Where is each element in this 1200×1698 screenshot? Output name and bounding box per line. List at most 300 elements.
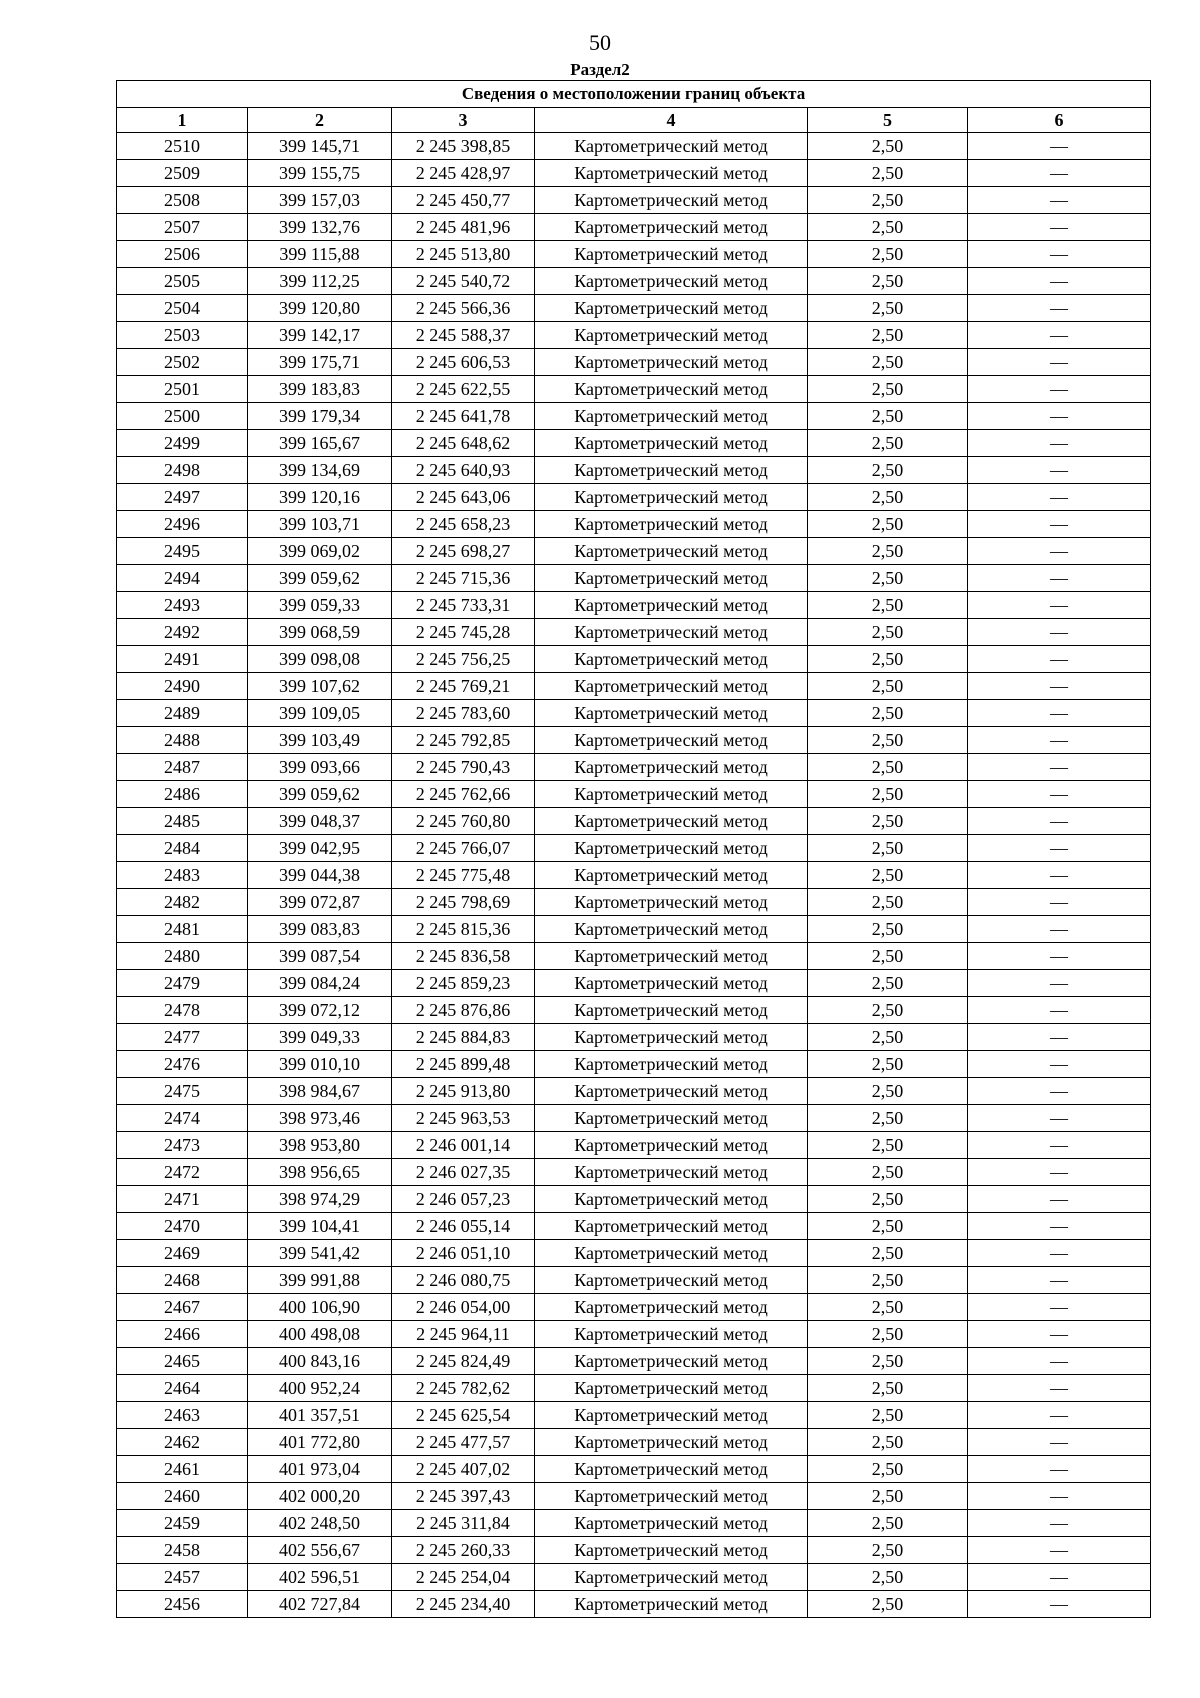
accuracy-cell: 2,50 bbox=[808, 538, 968, 565]
y-coordinate-cell: 2 246 057,23 bbox=[392, 1186, 535, 1213]
y-coordinate-cell: 2 246 051,10 bbox=[392, 1240, 535, 1267]
method-cell: Картометрический метод bbox=[535, 349, 808, 376]
note-cell: — bbox=[968, 1537, 1151, 1564]
x-coordinate-cell: 399 059,62 bbox=[248, 781, 392, 808]
point-number-cell: 2472 bbox=[117, 1159, 248, 1186]
accuracy-cell: 2,50 bbox=[808, 1051, 968, 1078]
y-coordinate-cell: 2 245 477,57 bbox=[392, 1429, 535, 1456]
x-coordinate-cell: 399 991,88 bbox=[248, 1267, 392, 1294]
column-number: 2 bbox=[248, 108, 392, 133]
method-cell: Картометрический метод bbox=[535, 430, 808, 457]
method-cell: Картометрический метод bbox=[535, 214, 808, 241]
method-cell: Картометрический метод bbox=[535, 322, 808, 349]
table-row bbox=[117, 1591, 1151, 1618]
table-row bbox=[117, 241, 1151, 268]
accuracy-cell: 2,50 bbox=[808, 1456, 968, 1483]
method-cell: Картометрический метод bbox=[535, 1132, 808, 1159]
note-cell: — bbox=[968, 1375, 1151, 1402]
point-number-cell: 2458 bbox=[117, 1537, 248, 1564]
y-coordinate-cell: 2 245 513,80 bbox=[392, 241, 535, 268]
accuracy-cell: 2,50 bbox=[808, 700, 968, 727]
table-row bbox=[117, 1024, 1151, 1051]
note-cell: — bbox=[968, 1078, 1151, 1105]
note-cell: — bbox=[968, 484, 1151, 511]
y-coordinate-cell: 2 246 080,75 bbox=[392, 1267, 535, 1294]
note-cell: — bbox=[968, 808, 1151, 835]
y-coordinate-cell: 2 245 606,53 bbox=[392, 349, 535, 376]
point-number-cell: 2477 bbox=[117, 1024, 248, 1051]
accuracy-cell: 2,50 bbox=[808, 403, 968, 430]
accuracy-cell: 2,50 bbox=[808, 1429, 968, 1456]
table-row bbox=[117, 187, 1151, 214]
table-row bbox=[117, 349, 1151, 376]
x-coordinate-cell: 399 157,03 bbox=[248, 187, 392, 214]
accuracy-cell: 2,50 bbox=[808, 1348, 968, 1375]
table-row bbox=[117, 214, 1151, 241]
table-row bbox=[117, 322, 1151, 349]
y-coordinate-cell: 2 245 428,97 bbox=[392, 160, 535, 187]
x-coordinate-cell: 399 042,95 bbox=[248, 835, 392, 862]
note-cell: — bbox=[968, 1483, 1151, 1510]
method-cell: Картометрический метод bbox=[535, 1213, 808, 1240]
x-coordinate-cell: 399 048,37 bbox=[248, 808, 392, 835]
y-coordinate-cell: 2 245 815,36 bbox=[392, 916, 535, 943]
note-cell: — bbox=[968, 781, 1151, 808]
table-row bbox=[117, 835, 1151, 862]
method-cell: Картометрический метод bbox=[535, 781, 808, 808]
note-cell: — bbox=[968, 295, 1151, 322]
table-row bbox=[117, 673, 1151, 700]
note-cell: — bbox=[968, 970, 1151, 997]
x-coordinate-cell: 399 183,83 bbox=[248, 376, 392, 403]
point-number-cell: 2465 bbox=[117, 1348, 248, 1375]
x-coordinate-cell: 399 072,12 bbox=[248, 997, 392, 1024]
accuracy-cell: 2,50 bbox=[808, 916, 968, 943]
accuracy-cell: 2,50 bbox=[808, 511, 968, 538]
column-number: 1 bbox=[117, 108, 248, 133]
accuracy-cell: 2,50 bbox=[808, 322, 968, 349]
method-cell: Картометрический метод bbox=[535, 646, 808, 673]
table-row bbox=[117, 700, 1151, 727]
table-row bbox=[117, 1483, 1151, 1510]
method-cell: Картометрический метод bbox=[535, 1186, 808, 1213]
x-coordinate-cell: 398 953,80 bbox=[248, 1132, 392, 1159]
method-cell: Картометрический метод bbox=[535, 943, 808, 970]
table-row bbox=[117, 457, 1151, 484]
table-row bbox=[117, 970, 1151, 997]
accuracy-cell: 2,50 bbox=[808, 349, 968, 376]
accuracy-cell: 2,50 bbox=[808, 997, 968, 1024]
point-number-cell: 2508 bbox=[117, 187, 248, 214]
note-cell: — bbox=[968, 538, 1151, 565]
table-row bbox=[117, 1456, 1151, 1483]
x-coordinate-cell: 399 120,16 bbox=[248, 484, 392, 511]
x-coordinate-cell: 399 165,67 bbox=[248, 430, 392, 457]
table-row bbox=[117, 1375, 1151, 1402]
x-coordinate-cell: 398 984,67 bbox=[248, 1078, 392, 1105]
table-row bbox=[117, 1402, 1151, 1429]
point-number-cell: 2466 bbox=[117, 1321, 248, 1348]
method-cell: Картометрический метод bbox=[535, 484, 808, 511]
method-cell: Картометрический метод bbox=[535, 997, 808, 1024]
table-row bbox=[117, 538, 1151, 565]
table-row bbox=[117, 754, 1151, 781]
point-number-cell: 2495 bbox=[117, 538, 248, 565]
y-coordinate-cell: 2 245 876,86 bbox=[392, 997, 535, 1024]
page-number: 50 bbox=[589, 30, 611, 55]
y-coordinate-cell: 2 245 913,80 bbox=[392, 1078, 535, 1105]
y-coordinate-cell: 2 245 658,23 bbox=[392, 511, 535, 538]
point-number-cell: 2457 bbox=[117, 1564, 248, 1591]
accuracy-cell: 2,50 bbox=[808, 970, 968, 997]
accuracy-cell: 2,50 bbox=[808, 1294, 968, 1321]
table-row bbox=[117, 862, 1151, 889]
note-cell: — bbox=[968, 1456, 1151, 1483]
method-cell: Картометрический метод bbox=[535, 619, 808, 646]
y-coordinate-cell: 2 245 622,55 bbox=[392, 376, 535, 403]
method-cell: Картометрический метод bbox=[535, 835, 808, 862]
method-cell: Картометрический метод bbox=[535, 268, 808, 295]
table-row bbox=[117, 1213, 1151, 1240]
y-coordinate-cell: 2 245 769,21 bbox=[392, 673, 535, 700]
method-cell: Картометрический метод bbox=[535, 1105, 808, 1132]
table-row bbox=[117, 943, 1151, 970]
point-number-cell: 2464 bbox=[117, 1375, 248, 1402]
note-cell: — bbox=[968, 1267, 1151, 1294]
y-coordinate-cell: 2 245 260,33 bbox=[392, 1537, 535, 1564]
accuracy-cell: 2,50 bbox=[808, 160, 968, 187]
method-cell: Картометрический метод bbox=[535, 1456, 808, 1483]
method-cell: Картометрический метод bbox=[535, 1294, 808, 1321]
y-coordinate-cell: 2 245 540,72 bbox=[392, 268, 535, 295]
note-cell: — bbox=[968, 1024, 1151, 1051]
y-coordinate-cell: 2 245 798,69 bbox=[392, 889, 535, 916]
method-cell: Картометрический метод bbox=[535, 1159, 808, 1186]
table-row bbox=[117, 592, 1151, 619]
note-cell: — bbox=[968, 322, 1151, 349]
accuracy-cell: 2,50 bbox=[808, 1024, 968, 1051]
y-coordinate-cell: 2 245 698,27 bbox=[392, 538, 535, 565]
point-number-cell: 2491 bbox=[117, 646, 248, 673]
x-coordinate-cell: 399 134,69 bbox=[248, 457, 392, 484]
x-coordinate-cell: 399 142,17 bbox=[248, 322, 392, 349]
note-cell: — bbox=[968, 376, 1151, 403]
note-cell: — bbox=[968, 1186, 1151, 1213]
point-number-cell: 2476 bbox=[117, 1051, 248, 1078]
note-cell: — bbox=[968, 700, 1151, 727]
point-number-cell: 2494 bbox=[117, 565, 248, 592]
x-coordinate-cell: 401 357,51 bbox=[248, 1402, 392, 1429]
accuracy-cell: 2,50 bbox=[808, 484, 968, 511]
accuracy-cell: 2,50 bbox=[808, 457, 968, 484]
x-coordinate-cell: 398 973,46 bbox=[248, 1105, 392, 1132]
x-coordinate-cell: 399 093,66 bbox=[248, 754, 392, 781]
column-number-row bbox=[117, 108, 1151, 133]
point-number-cell: 2498 bbox=[117, 457, 248, 484]
method-cell: Картометрический метод bbox=[535, 376, 808, 403]
method-cell: Картометрический метод bbox=[535, 457, 808, 484]
table-row bbox=[117, 403, 1151, 430]
note-cell: — bbox=[968, 1564, 1151, 1591]
x-coordinate-cell: 399 069,02 bbox=[248, 538, 392, 565]
table-row bbox=[117, 1159, 1151, 1186]
y-coordinate-cell: 2 245 760,80 bbox=[392, 808, 535, 835]
note-cell: — bbox=[968, 457, 1151, 484]
point-number-cell: 2460 bbox=[117, 1483, 248, 1510]
accuracy-cell: 2,50 bbox=[808, 565, 968, 592]
accuracy-cell: 2,50 bbox=[808, 1078, 968, 1105]
note-cell: — bbox=[968, 1429, 1151, 1456]
y-coordinate-cell: 2 245 824,49 bbox=[392, 1348, 535, 1375]
x-coordinate-cell: 400 843,16 bbox=[248, 1348, 392, 1375]
point-number-cell: 2506 bbox=[117, 241, 248, 268]
y-coordinate-cell: 2 245 643,06 bbox=[392, 484, 535, 511]
note-cell: — bbox=[968, 943, 1151, 970]
x-coordinate-cell: 401 973,04 bbox=[248, 1456, 392, 1483]
point-number-cell: 2490 bbox=[117, 673, 248, 700]
x-coordinate-cell: 399 103,71 bbox=[248, 511, 392, 538]
method-cell: Картометрический метод bbox=[535, 727, 808, 754]
point-number-cell: 2489 bbox=[117, 700, 248, 727]
table-row bbox=[117, 1132, 1151, 1159]
point-number-cell: 2463 bbox=[117, 1402, 248, 1429]
table-row bbox=[117, 511, 1151, 538]
accuracy-cell: 2,50 bbox=[808, 1537, 968, 1564]
table-row bbox=[117, 1051, 1151, 1078]
accuracy-cell: 2,50 bbox=[808, 592, 968, 619]
point-number-cell: 2505 bbox=[117, 268, 248, 295]
table-row bbox=[117, 268, 1151, 295]
point-number-cell: 2480 bbox=[117, 943, 248, 970]
y-coordinate-cell: 2 245 964,11 bbox=[392, 1321, 535, 1348]
point-number-cell: 2502 bbox=[117, 349, 248, 376]
table-row bbox=[117, 727, 1151, 754]
note-cell: — bbox=[968, 1348, 1151, 1375]
y-coordinate-cell: 2 245 625,54 bbox=[392, 1402, 535, 1429]
y-coordinate-cell: 2 245 775,48 bbox=[392, 862, 535, 889]
table-row bbox=[117, 1240, 1151, 1267]
table-row bbox=[117, 430, 1151, 457]
x-coordinate-cell: 399 155,75 bbox=[248, 160, 392, 187]
y-coordinate-cell: 2 246 054,00 bbox=[392, 1294, 535, 1321]
accuracy-cell: 2,50 bbox=[808, 727, 968, 754]
y-coordinate-cell: 2 245 398,85 bbox=[392, 133, 535, 160]
accuracy-cell: 2,50 bbox=[808, 295, 968, 322]
y-coordinate-cell: 2 245 745,28 bbox=[392, 619, 535, 646]
y-coordinate-cell: 2 245 733,31 bbox=[392, 592, 535, 619]
y-coordinate-cell: 2 245 783,60 bbox=[392, 700, 535, 727]
y-coordinate-cell: 2 245 762,66 bbox=[392, 781, 535, 808]
note-cell: — bbox=[968, 1213, 1151, 1240]
point-number-cell: 2475 bbox=[117, 1078, 248, 1105]
x-coordinate-cell: 399 098,08 bbox=[248, 646, 392, 673]
note-cell: — bbox=[968, 268, 1151, 295]
table-row bbox=[117, 1267, 1151, 1294]
accuracy-cell: 2,50 bbox=[808, 1510, 968, 1537]
point-number-cell: 2462 bbox=[117, 1429, 248, 1456]
method-cell: Картометрический метод bbox=[535, 889, 808, 916]
point-number-cell: 2469 bbox=[117, 1240, 248, 1267]
point-number-cell: 2497 bbox=[117, 484, 248, 511]
method-cell: Картометрический метод bbox=[535, 1429, 808, 1456]
method-cell: Картометрический метод bbox=[535, 187, 808, 214]
x-coordinate-cell: 399 103,49 bbox=[248, 727, 392, 754]
x-coordinate-cell: 402 727,84 bbox=[248, 1591, 392, 1618]
method-cell: Картометрический метод bbox=[535, 160, 808, 187]
note-cell: — bbox=[968, 673, 1151, 700]
note-cell: — bbox=[968, 1159, 1151, 1186]
accuracy-cell: 2,50 bbox=[808, 1483, 968, 1510]
note-cell: — bbox=[968, 565, 1151, 592]
table-row bbox=[117, 484, 1151, 511]
accuracy-cell: 2,50 bbox=[808, 1159, 968, 1186]
note-cell: — bbox=[968, 1402, 1151, 1429]
point-number-cell: 2468 bbox=[117, 1267, 248, 1294]
method-cell: Картометрический метод bbox=[535, 1510, 808, 1537]
point-number-cell: 2492 bbox=[117, 619, 248, 646]
y-coordinate-cell: 2 246 001,14 bbox=[392, 1132, 535, 1159]
point-number-cell: 2459 bbox=[117, 1510, 248, 1537]
note-cell: — bbox=[968, 835, 1151, 862]
y-coordinate-cell: 2 245 641,78 bbox=[392, 403, 535, 430]
table-row bbox=[117, 133, 1151, 160]
accuracy-cell: 2,50 bbox=[808, 268, 968, 295]
table-row bbox=[117, 376, 1151, 403]
note-cell: — bbox=[968, 916, 1151, 943]
point-number-cell: 2470 bbox=[117, 1213, 248, 1240]
point-number-cell: 2496 bbox=[117, 511, 248, 538]
note-cell: — bbox=[968, 727, 1151, 754]
note-cell: — bbox=[968, 403, 1151, 430]
accuracy-cell: 2,50 bbox=[808, 781, 968, 808]
y-coordinate-cell: 2 245 899,48 bbox=[392, 1051, 535, 1078]
method-cell: Картометрический метод bbox=[535, 1591, 808, 1618]
method-cell: Картометрический метод bbox=[535, 1564, 808, 1591]
x-coordinate-cell: 399 145,71 bbox=[248, 133, 392, 160]
point-number-cell: 2482 bbox=[117, 889, 248, 916]
note-cell: — bbox=[968, 1321, 1151, 1348]
note-cell: — bbox=[968, 187, 1151, 214]
table-caption-row bbox=[117, 81, 1151, 108]
method-cell: Картометрический метод bbox=[535, 1240, 808, 1267]
column-number: 6 bbox=[968, 108, 1151, 133]
table-row bbox=[117, 1429, 1151, 1456]
point-number-cell: 2461 bbox=[117, 1456, 248, 1483]
x-coordinate-cell: 399 109,05 bbox=[248, 700, 392, 727]
accuracy-cell: 2,50 bbox=[808, 1186, 968, 1213]
x-coordinate-cell: 398 956,65 bbox=[248, 1159, 392, 1186]
y-coordinate-cell: 2 245 790,43 bbox=[392, 754, 535, 781]
table-row bbox=[117, 916, 1151, 943]
section-title: Раздел2 bbox=[570, 60, 630, 79]
method-cell: Картометрический метод bbox=[535, 862, 808, 889]
table-row bbox=[117, 646, 1151, 673]
table-row bbox=[117, 1321, 1151, 1348]
method-cell: Картометрический метод bbox=[535, 700, 808, 727]
y-coordinate-cell: 2 245 836,58 bbox=[392, 943, 535, 970]
point-number-cell: 2500 bbox=[117, 403, 248, 430]
method-cell: Картометрический метод bbox=[535, 1375, 808, 1402]
table-row bbox=[117, 889, 1151, 916]
accuracy-cell: 2,50 bbox=[808, 673, 968, 700]
x-coordinate-cell: 399 104,41 bbox=[248, 1213, 392, 1240]
accuracy-cell: 2,50 bbox=[808, 187, 968, 214]
point-number-cell: 2504 bbox=[117, 295, 248, 322]
point-number-cell: 2509 bbox=[117, 160, 248, 187]
accuracy-cell: 2,50 bbox=[808, 376, 968, 403]
x-coordinate-cell: 399 068,59 bbox=[248, 619, 392, 646]
table-row bbox=[117, 808, 1151, 835]
y-coordinate-cell: 2 245 254,04 bbox=[392, 1564, 535, 1591]
y-coordinate-cell: 2 246 027,35 bbox=[392, 1159, 535, 1186]
point-number-cell: 2479 bbox=[117, 970, 248, 997]
point-number-cell: 2488 bbox=[117, 727, 248, 754]
accuracy-cell: 2,50 bbox=[808, 1321, 968, 1348]
accuracy-cell: 2,50 bbox=[808, 1591, 968, 1618]
accuracy-cell: 2,50 bbox=[808, 1240, 968, 1267]
table-row bbox=[117, 997, 1151, 1024]
accuracy-cell: 2,50 bbox=[808, 862, 968, 889]
method-cell: Картометрический метод bbox=[535, 1402, 808, 1429]
table-row bbox=[117, 781, 1151, 808]
method-cell: Картометрический метод bbox=[535, 565, 808, 592]
method-cell: Картометрический метод bbox=[535, 1537, 808, 1564]
note-cell: — bbox=[968, 997, 1151, 1024]
x-coordinate-cell: 399 107,62 bbox=[248, 673, 392, 700]
y-coordinate-cell: 2 245 792,85 bbox=[392, 727, 535, 754]
y-coordinate-cell: 2 245 715,36 bbox=[392, 565, 535, 592]
y-coordinate-cell: 2 245 566,36 bbox=[392, 295, 535, 322]
x-coordinate-cell: 398 974,29 bbox=[248, 1186, 392, 1213]
note-cell: — bbox=[968, 349, 1151, 376]
x-coordinate-cell: 399 132,76 bbox=[248, 214, 392, 241]
y-coordinate-cell: 2 245 859,23 bbox=[392, 970, 535, 997]
column-number: 3 bbox=[392, 108, 535, 133]
method-cell: Картометрический метод bbox=[535, 1078, 808, 1105]
point-number-cell: 2481 bbox=[117, 916, 248, 943]
accuracy-cell: 2,50 bbox=[808, 133, 968, 160]
method-cell: Картометрический метод bbox=[535, 916, 808, 943]
x-coordinate-cell: 399 084,24 bbox=[248, 970, 392, 997]
y-coordinate-cell: 2 245 481,96 bbox=[392, 214, 535, 241]
point-number-cell: 2487 bbox=[117, 754, 248, 781]
note-cell: — bbox=[968, 160, 1151, 187]
method-cell: Картометрический метод bbox=[535, 1024, 808, 1051]
accuracy-cell: 2,50 bbox=[808, 754, 968, 781]
point-number-cell: 2510 bbox=[117, 133, 248, 160]
column-number: 5 bbox=[808, 108, 968, 133]
table-row bbox=[117, 619, 1151, 646]
x-coordinate-cell: 399 044,38 bbox=[248, 862, 392, 889]
note-cell: — bbox=[968, 241, 1151, 268]
note-cell: — bbox=[968, 1591, 1151, 1618]
point-number-cell: 2503 bbox=[117, 322, 248, 349]
x-coordinate-cell: 402 596,51 bbox=[248, 1564, 392, 1591]
accuracy-cell: 2,50 bbox=[808, 943, 968, 970]
note-cell: — bbox=[968, 214, 1151, 241]
point-number-cell: 2474 bbox=[117, 1105, 248, 1132]
point-number-cell: 2485 bbox=[117, 808, 248, 835]
method-cell: Картометрический метод bbox=[535, 673, 808, 700]
accuracy-cell: 2,50 bbox=[808, 1375, 968, 1402]
y-coordinate-cell: 2 245 450,77 bbox=[392, 187, 535, 214]
point-number-cell: 2456 bbox=[117, 1591, 248, 1618]
accuracy-cell: 2,50 bbox=[808, 808, 968, 835]
note-cell: — bbox=[968, 754, 1151, 781]
table-row bbox=[117, 1537, 1151, 1564]
point-number-cell: 2484 bbox=[117, 835, 248, 862]
point-number-cell: 2507 bbox=[117, 214, 248, 241]
